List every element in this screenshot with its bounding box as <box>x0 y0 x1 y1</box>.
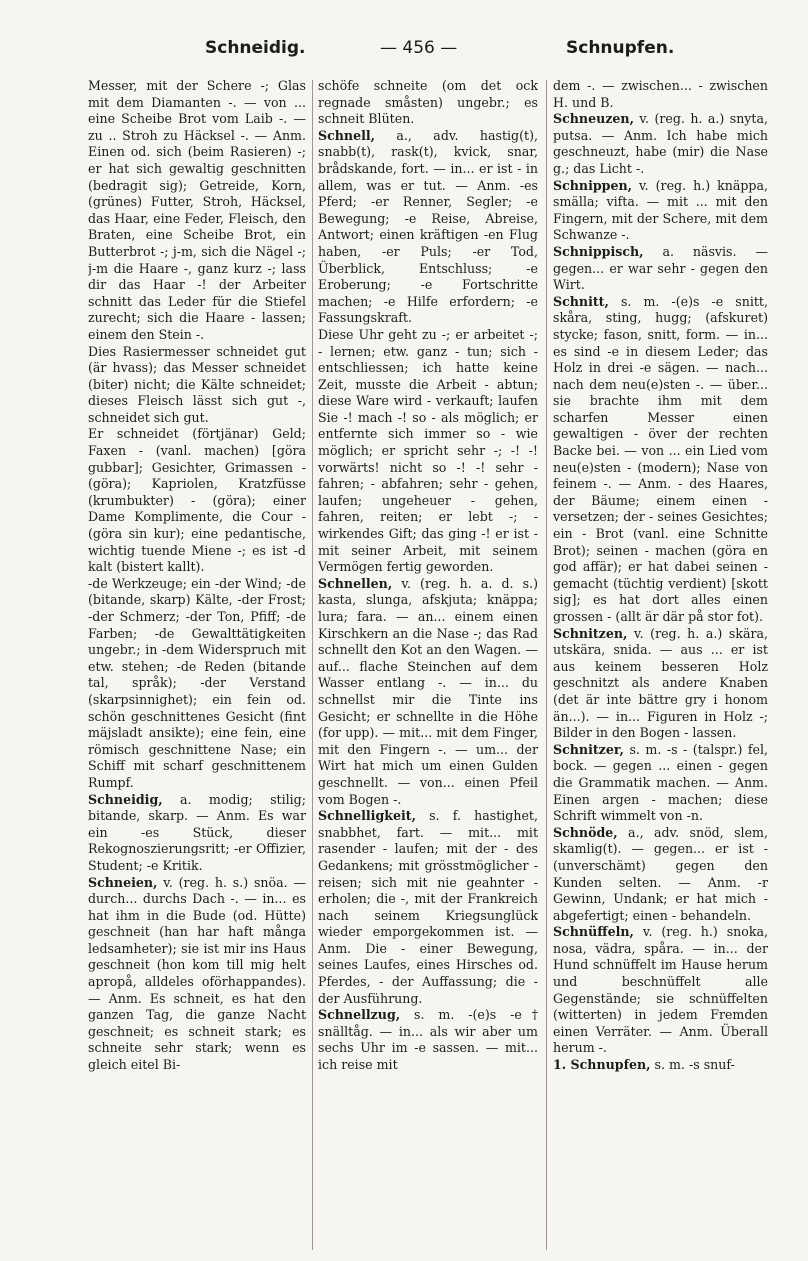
entry-text: Er schneidet (förtjänar) Geld; Faxen - (vanl. machen) [göra gubbar]; Gesichter, Grimassen - (göra); Kapriolen, Kratzfüsse (krumbukter) - (göra); einer Dame Komplimente, die Cour - (göra sin kur); eine pedantische, wichtig tuende Miene -; es ist -d kalt (bistert kallt). <box>88 426 306 575</box>
entry-text: -de Werkzeuge; ein -der Wind; -de (bitande, skarp) Kälte, -der Frost; -der Schmerz; -der Ton, Pfiff; -de Farben; -de Gewalttätigkeiten ungebr.; in -dem Widerspruch mit etw. stehen; -de Reden (bitande tal, språk); -der Verstand (skarpsinnighet); ein fein od. schön geschnittenes Gesicht (fint mäjsladt ansikte); eine fein, eine römisch geschnittene Nase; ein Schiff mit scharf geschnittenem Rumpf. <box>88 575 306 790</box>
entry-text: Dies Rasiermesser schneidet gut (är hvass); das Messer schneidet (biter) nicht; die Kälte schneidet; dieses Fleisch lässt sich gut -, schneidet sich gut. <box>88 343 306 425</box>
dictionary-entry <box>553 1057 768 1074</box>
dictionary-entry <box>88 875 306 1074</box>
headword: Schnitzer, <box>553 741 624 757</box>
entry-text: a., adv. snöd, slem, skamlig(t). — gegen... er ist - (unverschämt) gegen den Kunden selten. — Anm. -r Gewinn, Undank; er hat mich - abgefertigt; einen - behandeln. <box>553 824 768 923</box>
headword: Schnellen, <box>318 575 393 591</box>
headword: Schnippisch, <box>553 243 644 259</box>
dictionary-entry <box>553 111 768 177</box>
dictionary-entry <box>88 792 306 875</box>
entry-text: s. f. hastighet, snabbhet, fart. — mit... mit rasender - laufen; mit der - des Gedankens; mit grösstmöglicher - reisen; sich mit nie geahnter - erholen; die -, mit der Frankreich nach seinem Kriegsunglück wieder emporgekommen ist. — Anm. Die - einer Bewegung, seines Laufes, eines Hirsches od. Pferdes, - der Auffassung; die - der Ausführung. <box>318 808 538 1006</box>
column-2 <box>318 78 538 1248</box>
headword: Schneien, <box>88 874 158 890</box>
dictionary-entry <box>318 78 538 128</box>
dictionary-entry <box>88 576 306 792</box>
entry-text: Messer, mit der Schere -; Glas mit dem Diamanten -. — von ... eine Scheibe Brot vom Laib -. — zu .. Stroh zu Häcksel -. — Anm. Einen od. sich (beim Rasieren) -; er hat sich gewaltig geschnitten (bedragit sig); Getreide, Korn, (grünes) Futter, Stroh, Häcksel, das Haar, eine Feder, Fleisch, den Braten, eine Scheibe Brot, ein Butterbrot -; j-m, sich die Nägel -; j-m die Haare -, ganz kurz -; lass dir das Haar -! der Arbeiter schnitt das Leder für die Stiefel zurecht; sich die Haare - lassen; einem den Stein -. <box>88 78 306 342</box>
entry-text: v. (reg. h.) snoka, nosa, vädra, spåra. — in... der Hund schnüffelt im Hause herum und beschnüffelt alle Gegenstände; sie schnüffelten (witterten) in jedem Fremden einen Verräter. — Anm. Überall herum -. <box>553 924 768 1056</box>
headword: Schnöde, <box>553 824 618 840</box>
entry-text: s. m. -s - (talspr.) fel, bock. — gegen ... einen - gegen die Grammatik machen. — Anm. Einen argen - machen; diese Schrift wimmelt von -n. <box>553 741 768 824</box>
dictionary-entry <box>88 78 306 344</box>
headword: Schnitt, <box>553 293 609 309</box>
page-number: — 456 — <box>380 38 458 58</box>
dictionary-entry <box>318 576 538 808</box>
entry-text: a. näsvis. — gegen... er war sehr - gegen den Wirt. <box>553 243 768 293</box>
entry-text: v. (reg. h. a.) snyta, putsa. — Anm. Ich habe mich geschneuzt, habe (mir) die Nase g.; das Licht -. <box>553 111 768 176</box>
entry-text: s. m. -(e)s -e† snälltåg. — in... als wir aber um sechs Uhr im -e sassen. — mit... ich reise mit <box>318 1007 538 1073</box>
entry-text: v. (reg. h. a.) skära, utskära, snida. — aus ... er ist aus keinem besseren Holz geschnitzt als andere Knaben (det är inte bättre gry i honom än...). — in... Figuren in Holz -; Bilder in den Bogen - lassen. <box>553 625 768 741</box>
dictionary-entry <box>88 426 306 575</box>
entry-text: a. modig; stilig; bitande, skarp. — Anm. Es war ein -es Stück, dieser Rekognoszierungsritt; -er Offizier, Student; -e Kritik. <box>88 791 306 873</box>
column-3 <box>553 78 768 1248</box>
headword: 1. Schnupfen, <box>553 1057 651 1073</box>
dictionary-entry <box>553 626 768 742</box>
dictionary-entry <box>553 742 768 825</box>
column-divider <box>546 80 547 1250</box>
entry-text: a., adv. hastig(t), snabb(t), rask(t), kvick, snar, brådskande, fort. — in... er ist - in allem, was er tut. — Anm. -es Pferd; -er Renner, Segler; -e Bewegung; -e Reise, Abreise, Antwort; einen kräftigen -en Flug haben, -er Puls; -er Tod, Überblick, Entschluss; -e Eroberung; -e Fortschritte machen; -e Hilfe erfordern; -e Fassungskraft. <box>318 127 538 326</box>
dictionary-entry <box>553 825 768 925</box>
dictionary-entry <box>88 344 306 427</box>
dictionary-entry <box>553 294 768 626</box>
headword: Schneuzen, <box>553 111 634 127</box>
entry-text: v. (reg. h. s.) snöa. — durch... durchs Dach -. — in... es hat ihm in die Bude (od. Hütte) geschneit (han har haft många ledsamheter); sie ist mir ins Haus geschneit (hon kom till mig helt apropå, alldeles oförhappandes). — Anm. Es schneit, es hat den ganzen Tag, die ganze Nacht geschneit; es schneit stark; es schneite sehr stark; wenn es gleich eitel Bi- <box>88 874 306 1073</box>
header-first-headword: Schneidig. <box>205 38 306 58</box>
column-1 <box>88 78 306 1248</box>
headword: Schnellzug, <box>318 1007 401 1023</box>
dictionary-entry <box>553 78 768 111</box>
entry-text: s. m. -(e)s -e snitt, skåra, sting, hugg; (afskuret) stycke; fason, snitt, form. — in... es sind -e in diesem Leder; das Holz in drei -e sägen. — nach... nach dem neu(e)sten -. — über... sie brachte ihm mit dem scharfen Messer einen gewaltigen - över der rechten Backe bei. — von ... ein Lied vom neu(e)sten - (modern); Nase von feinem -. — Anm. - des Haares, der Bäume; einem einen - versetzen; der - seines Gesichtes; ein - Brot (vanl. eine Schnitte Brot); seinen - machen (göra en god affär); er hat dabei seinen - gemacht (tüchtig verdient) [skott sig]; es hat dort alles einen grossen - (allt är där på stor fot). <box>553 293 768 624</box>
entry-text: dem -. — zwischen... - zwischen H. und B. <box>553 78 768 110</box>
dictionary-entry <box>553 244 768 294</box>
dictionary-entry <box>318 808 538 1007</box>
entry-text: v. (reg. h. a. d. s.) kasta, slunga, afskjuta; knäppa; lura; fara. — an... einem einen Kirschkern an die Nase -; das Rad schnellt den Kot an den Wagen. — auf... flache Steinchen auf dem Wasser entlang -. — in... du schnellst mir die Tinte ins Gesicht; er schnellte in die Höhe (for upp). — mit... mit dem Finger, mit den Fingern -. — um... der Wirt hat mich um einen Gulden geschnellt. — von... einen Pfeil vom Bogen -. <box>318 575 538 807</box>
dictionary-entry <box>553 178 768 244</box>
entry-text: s. m. -s snuf- <box>650 1057 735 1073</box>
page-header <box>0 34 808 64</box>
dictionary-entry <box>553 924 768 1057</box>
headword: Schnippen, <box>553 177 633 193</box>
column-divider <box>312 80 313 1250</box>
headword: Schneidig, <box>88 791 163 807</box>
headword: Schnitzen, <box>553 625 628 641</box>
entry-text: v. (reg. h.) knäppa, smälla; vifta. — mit ... mit den Fingern, mit der Schere, mit dem Schwanze -. <box>553 177 768 243</box>
entry-text: schöfe schneite (om det ock regnade småsten) ungebr.; es schneit Blüten. <box>318 78 538 127</box>
headword: Schnelligkeit, <box>318 808 416 824</box>
dictionary-entry <box>318 1007 538 1073</box>
headword: Schnell, <box>318 127 376 143</box>
dictionary-entry <box>318 327 538 576</box>
header-last-headword: Schnupfen. <box>566 38 675 58</box>
dictionary-entry <box>318 128 538 327</box>
headword: Schnüffeln, <box>553 924 634 940</box>
entry-text: Diese Uhr geht zu -; er arbeitet -; - lernen; etw. ganz - tun; sich - entschliessen; ich hatte keine Zeit, musste die Arbeit - abtun; diese Ware wird - verkauft; laufen Sie -! mach -! so - als möglich; er entfernte sich immer so - wie möglich; er spricht sehr -; -! -! vorwärts! nicht so -! -! sehr - fahren; - abfahren; sehr - gehen, laufen; ungeheuer - gehen, fahren, reiten; er lebt -; - wirkendes Gift; das ging -! er ist - mit seiner Arbeit, mit seinem Vermögen fertig geworden. <box>318 326 538 575</box>
